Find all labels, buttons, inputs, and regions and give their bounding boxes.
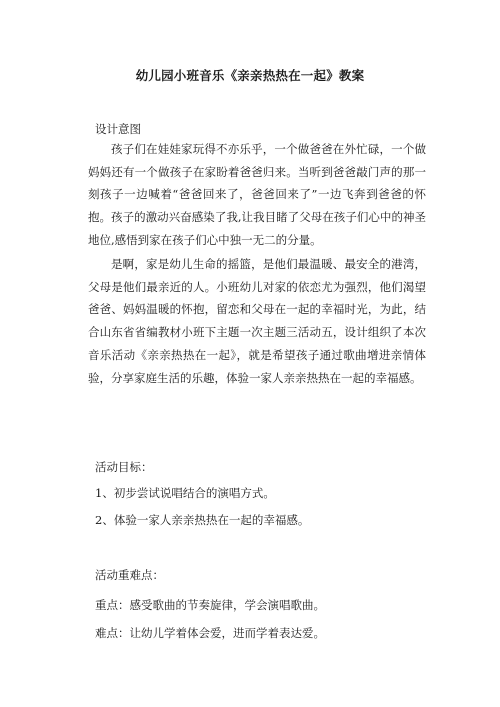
- document-title: 幼儿园小班音乐《亲亲热热在一起》教案: [135, 68, 365, 83]
- design-paragraph-1: 孩子们在娃娃家玩得不亦乐乎，一个做爸爸在外忙碌，一个做妈妈还有一个做孩子在家盼着爸爸归来。当听到爸爸敲门声的那一刻孩子一边喊着“爸爸回来了，爸爸回来了”一边飞奔到爸爸的怀抱。孩子的激动兴奋感染了我,让我目睹了父母在孩子们心中的神圣地位,感悟到家在孩子们心中独一无二的分量。: [88, 142, 426, 247]
- goal-item-1: 1、初步尝试说唱结合的演唱方式。: [95, 486, 275, 500]
- focus-item-difficult: 难点：让幼儿学着体会爱，进而学着表达爱。: [95, 626, 325, 640]
- focus-heading: 活动重难点：: [95, 568, 164, 582]
- focus-item-key: 重点：感受歌曲的节奏旋律，学会演唱歌曲。: [95, 598, 325, 612]
- goals-heading: 活动目标：: [95, 460, 153, 474]
- goal-item-2: 2、体验一家人亲亲热热在一起的幸福感。: [95, 513, 310, 527]
- design-heading: 设计意图: [95, 122, 141, 136]
- design-paragraph-2: 是啊，家是幼儿生命的摇篮，是他们最温暖、最安全的港湾，父母是他们最亲近的人。小班幼儿对家的依恋尤为强烈，他们渴望爸爸、妈妈温暖的怀抱，留恋和父母在一起的幸福时光，为此，结合山东省省编教材小班下主题一次主题三活动五，设计组织了本次音乐活动《亲亲热热在一起》，就是希望孩子通过歌曲增进亲情体验，分享家庭生活的乐趣，体验一家人亲亲热热在一起的幸福感。: [88, 257, 426, 385]
